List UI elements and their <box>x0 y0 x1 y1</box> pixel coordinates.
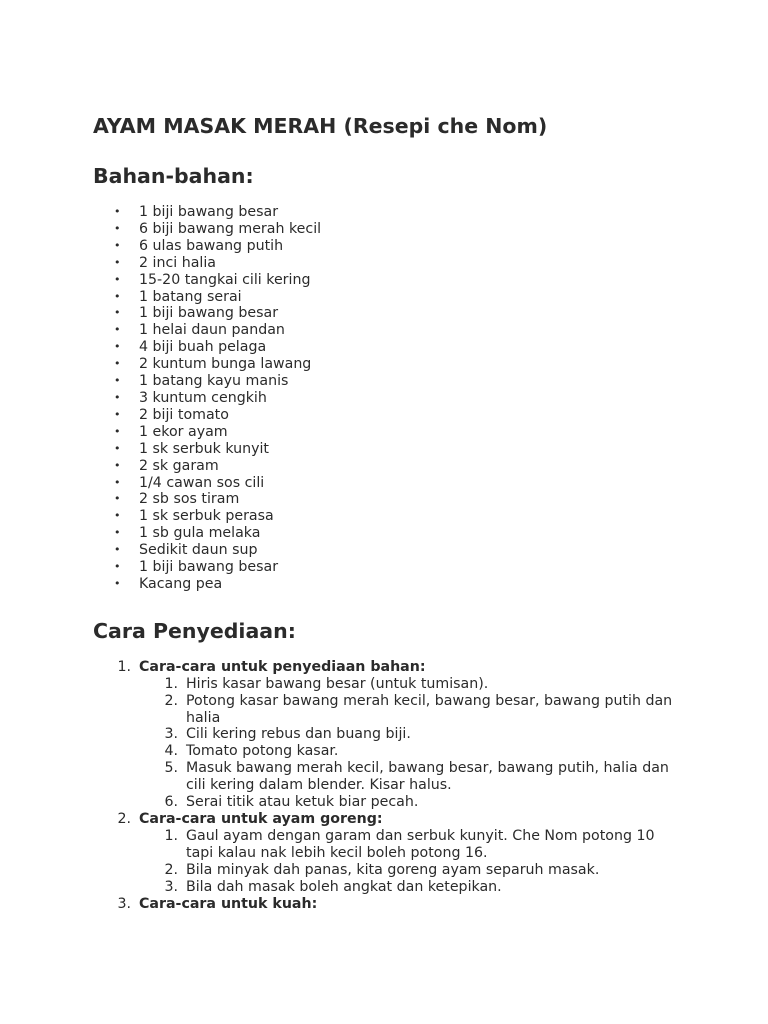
ingredient-text: 1 biji bawang besar <box>139 204 279 220</box>
substep-text: Masuk bawang merah kecil, bawang besar, bawang putih, halia dan cili kering dalam blender. Kisar halus. <box>186 760 669 794</box>
ingredient-item <box>93 508 693 525</box>
ingredient-text: Kacang pea <box>139 575 223 592</box>
ingredient-item <box>93 238 693 255</box>
ingredient-item <box>93 305 693 322</box>
ingredients-heading: Bahan-bahan: <box>93 164 254 188</box>
method-heading: Cara Penyediaan: <box>93 618 296 643</box>
ingredient-text: 1 batang serai <box>139 288 242 305</box>
ingredient-item <box>93 272 693 289</box>
substep-text: Bila minyak dah panas, kita goreng ayam separuh masak. <box>186 861 600 878</box>
substep-number: 4. <box>164 743 178 760</box>
bullet-marker: • <box>114 238 121 252</box>
ingredient-text: 1 sk serbuk perasa <box>139 508 274 525</box>
bullet-marker: • <box>114 458 121 472</box>
substep-item <box>139 743 686 760</box>
bullet-marker: • <box>114 526 121 540</box>
bullet-marker: • <box>114 576 121 590</box>
method-step <box>93 811 693 896</box>
substep-text: Bila dah masak boleh angkat dan ketepikan. <box>186 878 502 895</box>
bullet-marker: • <box>114 289 121 303</box>
ingredient-item <box>93 458 693 475</box>
ingredient-text: 1/4 cawan sos cili <box>139 474 265 491</box>
ingredient-text: 15-20 tangkai cili kering <box>139 271 311 288</box>
substep-item <box>139 760 686 794</box>
ingredient-item <box>93 322 693 339</box>
ingredients-list <box>93 204 693 593</box>
ingredient-text: 2 inci halia <box>139 254 216 271</box>
ingredient-text: 1 biji bawang besar <box>139 559 279 576</box>
bullet-marker: • <box>114 441 121 455</box>
method-step <box>93 659 693 811</box>
substep-number: 3. <box>164 878 178 895</box>
ingredient-item <box>93 475 693 492</box>
bullet-marker: • <box>114 407 121 421</box>
ingredient-item <box>93 204 693 221</box>
ingredient-text: 3 kuntum cengkih <box>139 389 267 406</box>
ingredient-text: 4 biji buah pelaga <box>139 339 267 356</box>
step-title: Cara-cara untuk kuah: <box>139 895 318 912</box>
ingredient-text: 1 batang kayu manis <box>139 373 289 390</box>
ingredient-item <box>93 255 693 272</box>
step-title: Cara-cara untuk penyediaan bahan: <box>139 658 426 675</box>
ingredient-text: 1 helai daun pandan <box>139 322 285 339</box>
bullet-marker: • <box>114 255 121 269</box>
bullet-marker: • <box>114 306 121 320</box>
substep-item <box>139 676 686 693</box>
substeps-list <box>139 828 693 896</box>
substep-number: 1. <box>164 675 178 692</box>
substep-number: 3. <box>164 726 178 743</box>
ingredient-text: 1 sk serbuk kunyit <box>139 440 269 457</box>
bullet-marker: • <box>114 424 121 438</box>
bullet-marker: • <box>114 340 121 354</box>
ingredient-item <box>93 559 693 576</box>
ingredient-text: 6 ulas bawang putih <box>139 237 284 254</box>
substep-item <box>139 726 686 743</box>
bullet-marker: • <box>114 205 121 218</box>
bullet-marker: • <box>114 543 121 557</box>
ingredient-text: 2 biji tomato <box>139 406 229 423</box>
ingredient-item <box>93 424 693 441</box>
substep-text: Serai titik atau ketuk biar pecah. <box>186 794 419 811</box>
ingredient-item <box>93 542 693 559</box>
step-number: 1. <box>117 658 131 675</box>
substep-text: Tomato potong kasar. <box>186 743 339 760</box>
ingredient-item <box>93 373 693 390</box>
step-number: 3. <box>117 895 131 912</box>
bullet-marker: • <box>114 475 121 489</box>
substeps-list <box>139 676 693 811</box>
substep-item <box>139 862 686 879</box>
ingredient-text: 1 ekor ayam <box>139 423 228 440</box>
ingredient-item <box>93 441 693 458</box>
bullet-marker: • <box>114 221 121 235</box>
ingredient-item <box>93 356 693 373</box>
ingredient-item <box>93 525 693 542</box>
bullet-marker: • <box>114 509 121 523</box>
bullet-marker: • <box>114 323 121 337</box>
ingredient-text: Sedikit daun sup <box>139 542 258 559</box>
bullet-marker: • <box>114 560 121 574</box>
ingredient-text: 1 sb gula melaka <box>139 525 261 542</box>
substep-number: 2. <box>164 692 178 709</box>
substep-number: 2. <box>164 861 178 878</box>
substep-text: Cili kering rebus dan buang biji. <box>186 726 411 743</box>
substep-item <box>139 879 686 896</box>
method-step <box>93 896 693 913</box>
substep-text: Gaul ayam dengan garam dan serbuk kunyit. Che Nom potong 10 tapi kalau nak lebih kecil boleh potong 16. <box>186 827 655 861</box>
ingredient-text: 2 sb sos tiram <box>139 491 240 508</box>
bullet-marker: • <box>114 390 121 404</box>
substep-item <box>139 693 686 727</box>
ingredient-item <box>93 491 693 508</box>
ingredient-text: 1 biji bawang besar <box>139 305 279 322</box>
bullet-marker: • <box>114 272 121 286</box>
step-title: Cara-cara untuk ayam goreng: <box>139 811 383 827</box>
substep-number: 5. <box>164 760 178 777</box>
substep-item <box>139 828 686 862</box>
substep-text: Hiris kasar bawang besar (untuk tumisan). <box>186 675 489 692</box>
page-title: AYAM MASAK MERAH (Resepi che Nom) <box>93 114 548 138</box>
ingredient-text: 6 biji bawang merah kecil <box>139 220 322 237</box>
ingredient-item <box>93 339 693 356</box>
substep-text: Potong kasar bawang merah kecil, bawang besar, bawang putih dan halia <box>186 692 673 726</box>
ingredient-item <box>93 289 693 306</box>
substep-item <box>139 794 686 811</box>
ingredient-text: 2 kuntum bunga lawang <box>139 356 312 373</box>
step-number: 2. <box>117 811 131 827</box>
ingredient-text: 2 sk garam <box>139 457 219 474</box>
method-steps-list <box>93 659 693 913</box>
ingredient-item <box>93 407 693 424</box>
bullet-marker: • <box>114 492 121 506</box>
substep-number: 1. <box>164 827 178 844</box>
ingredient-item <box>93 390 693 407</box>
ingredient-item <box>93 221 693 238</box>
substep-number: 6. <box>164 794 178 811</box>
bullet-marker: • <box>114 357 121 371</box>
ingredient-item <box>93 576 693 593</box>
recipe-document <box>93 112 693 912</box>
bullet-marker: • <box>114 374 121 388</box>
